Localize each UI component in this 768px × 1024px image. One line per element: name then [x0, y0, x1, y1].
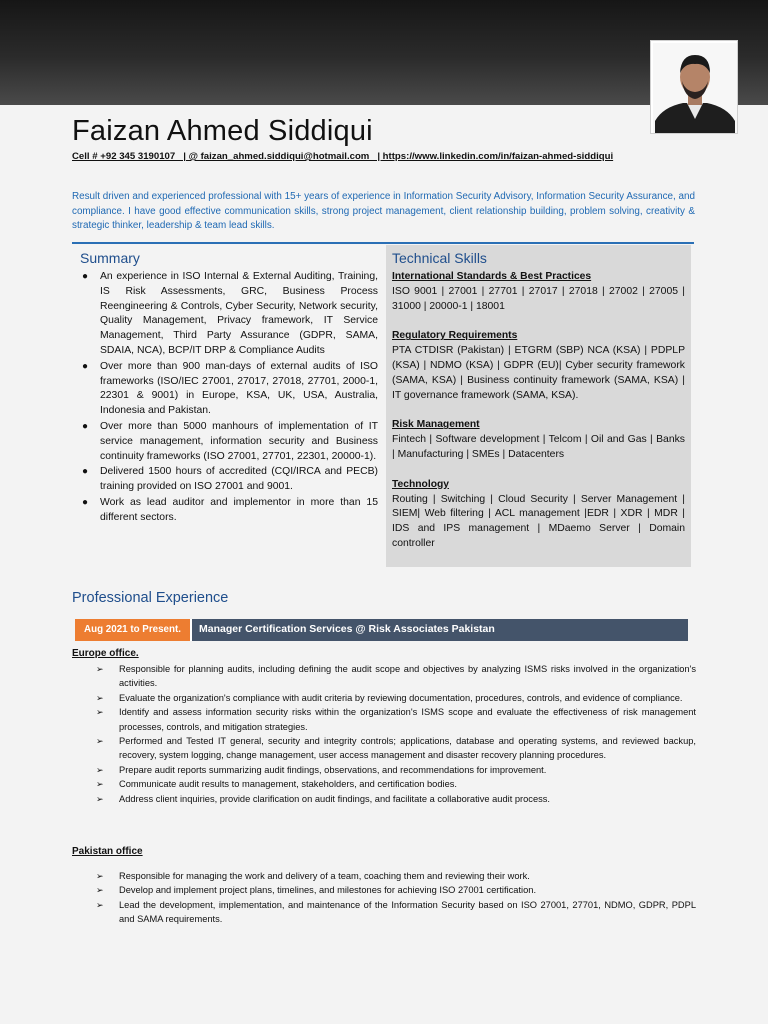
duty-text: Communicate audit results to management, stakeholders, and certification bodies.	[119, 779, 457, 790]
job-header-bar	[75, 619, 688, 641]
summary-item	[72, 465, 384, 495]
summary-item-text: An experience in ISO Internal & External Auditing, Training, IS Risk Assessments, GRC, Business Process Reengineering & Controls, Cyber Security, Network security, Quality Management, Privacy framework, IT Service Management, Third Party Assurance (GDPR, SAMA, SDAIA, NCA), BCP/IT DRP & Compliance Audits	[100, 271, 378, 356]
candidate-name: Faizan Ahmed Siddiqui	[72, 115, 373, 147]
duty-item	[96, 883, 696, 897]
skill-block-regulatory	[392, 329, 685, 403]
bullet-icon: ●	[82, 271, 89, 282]
experience-title: Professional Experience	[72, 590, 229, 606]
arrow-bullet-icon: ➢	[96, 736, 104, 747]
duty-item	[96, 662, 696, 691]
summary-item	[72, 496, 384, 526]
pakistan-office-heading: Pakistan office	[72, 846, 143, 857]
bullet-icon: ●	[82, 420, 89, 432]
job-date-badge: Aug 2021 to Present.	[75, 619, 192, 641]
skill-heading: Technology	[392, 478, 450, 490]
arrow-bullet-icon: ➢	[96, 764, 104, 775]
skills-title: Technical Skills	[392, 250, 487, 266]
skill-body: ISO 9001 | 27001 | 27701 | 27017 | 27018 | 27002 | 27005 | 31000 | 20000-1 | 18001	[392, 285, 685, 312]
summary-item-text: Delivered 1500 hours of accredited (CQI/IRCA and PECB) training provided on ISO 27001 and 9001.	[100, 466, 378, 493]
duty-item	[96, 705, 696, 734]
duty-text: Prepare audit reports summarizing audit findings, observations, and recommendations for improvement.	[119, 764, 547, 775]
skill-heading: Regulatory Requirements	[392, 330, 518, 342]
skill-block-standards	[392, 270, 685, 314]
job-title: Manager Certification Services @ Risk Associates Pakistan	[199, 623, 495, 635]
duty-text: Identify and assess information security risks within the organization's ISMS scope and evaluate the effectiveness of risk management processes, controls, and mitigation strategies.	[119, 707, 696, 732]
arrow-bullet-icon: ➢	[96, 899, 104, 910]
summary-item	[72, 270, 384, 359]
contact-line[interactable]: Cell # +92 345 3190107 | @ faizan_ahmed.siddiqui@hotmail.com | https://www.linkedin.com/in/faizan-ahmed-siddiqui	[72, 151, 614, 162]
summary-list	[72, 270, 384, 526]
summary-item	[72, 360, 384, 419]
arrow-bullet-icon: ➢	[96, 793, 104, 804]
duty-item	[96, 734, 696, 763]
europe-duties-list	[96, 662, 696, 806]
duty-item	[96, 898, 696, 927]
europe-office-heading: Europe office.	[72, 648, 139, 659]
skill-heading: International Standards & Best Practices	[392, 271, 592, 282]
summary-item-text: Over more than 900 man-days of external audits of ISO frameworks (ISO/IEC 27001, 27017, 27018, 27701, 2000-1, 22301 & 9001) in Europe, KSA, UK, USA, Australia, Indonesia and Pakistan.	[100, 360, 378, 417]
duty-text: Responsible for planning audits, including defining the audit scope and objectives by analyzing ISMS risks involved in the organization's activities.	[119, 664, 696, 689]
duty-text: Lead the development, implementation, and maintenance of the Information Security based on ISO 27001, 27701, NDMO, GDPR, PDPL and SAMA requirements.	[119, 899, 696, 925]
duty-text: Develop and implement project plans, timelines, and milestones for achieving ISO 27001 certification.	[119, 885, 537, 896]
duty-item	[96, 763, 696, 777]
section-divider	[72, 242, 694, 244]
summary-section	[72, 245, 384, 567]
profile-photo	[650, 40, 738, 134]
duty-item	[96, 792, 696, 806]
bullet-icon: ●	[82, 360, 89, 372]
arrow-bullet-icon: ➢	[96, 664, 104, 674]
duty-item	[96, 691, 696, 705]
summary-item-text: Over more than 5000 manhours of implementation of IT service management, information security and Business continuity frameworks (ISO 27001, 27701, 22301, 20000-1).	[100, 420, 378, 462]
person-portrait-icon	[653, 43, 737, 133]
skill-block-technology	[392, 478, 685, 552]
profile-statement: Result driven and experienced professional with 15+ years of experience in Information Security Advisory, Information Security Assurance, and compliance. I have good effective communication skills, strong project management, client relationship building, problem solving, creativity & strategic thinker, leadership & team lead skills.	[72, 191, 695, 232]
summary-title: Summary	[80, 250, 140, 266]
skill-body: Fintech | Software development | Telcom | Oil and Gas | Banks | Manufacturing | SMEs | Datacenters	[392, 434, 685, 460]
duty-text: Evaluate the organization's compliance with audit criteria by reviewing documentation, procedures, controls, and evidence of compliance.	[119, 692, 683, 703]
skill-body: PTA CTDISR (Pakistan) | ETGRM (SBP) NCA (KSA) | PDPLP (KSA) | NDMO (KSA) | GDPR (EU)| Cyber security framework (SAMA, KSA) | Business continuity framework (SAMA, KSA) | IT governance framework (SAMA, KSA).	[392, 345, 685, 401]
technical-skills-panel	[386, 245, 691, 567]
duty-item	[96, 777, 696, 791]
summary-item-text: Work as lead auditor and implementor in more than 15 different sectors.	[100, 496, 378, 523]
arrow-bullet-icon: ➢	[96, 779, 104, 790]
arrow-bullet-icon: ➢	[96, 707, 104, 718]
bullet-icon: ●	[82, 496, 89, 508]
skill-block-risk	[392, 418, 685, 462]
skill-body: Routing | Switching | Cloud Security | Server Management | SIEM| Web filtering | ACL management |EDR | XDR | MDR | IDS and IPS management | MDaemo Server | Domain controller	[392, 493, 685, 549]
arrow-bullet-icon: ➢	[96, 871, 104, 881]
bullet-icon: ●	[82, 466, 89, 478]
skill-heading: Risk Management	[392, 419, 480, 431]
duty-text: Performed and Tested IT general, security and integrity controls; applications, database and operating systems, and reviewed backup, recovery, system logging, change management, user access management and disaster recovery planning procedures.	[119, 736, 696, 761]
pakistan-duties-list	[96, 869, 696, 927]
duty-text: Responsible for managing the work and delivery of a team, coaching them and reviewing their work.	[119, 871, 530, 881]
arrow-bullet-icon: ➢	[96, 692, 104, 703]
duty-item	[96, 869, 696, 883]
arrow-bullet-icon: ➢	[96, 885, 104, 896]
summary-item	[72, 420, 384, 464]
duty-text: Address client inquiries, provide clarification on audit findings, and facilitate a collaborative audit process.	[119, 793, 550, 804]
